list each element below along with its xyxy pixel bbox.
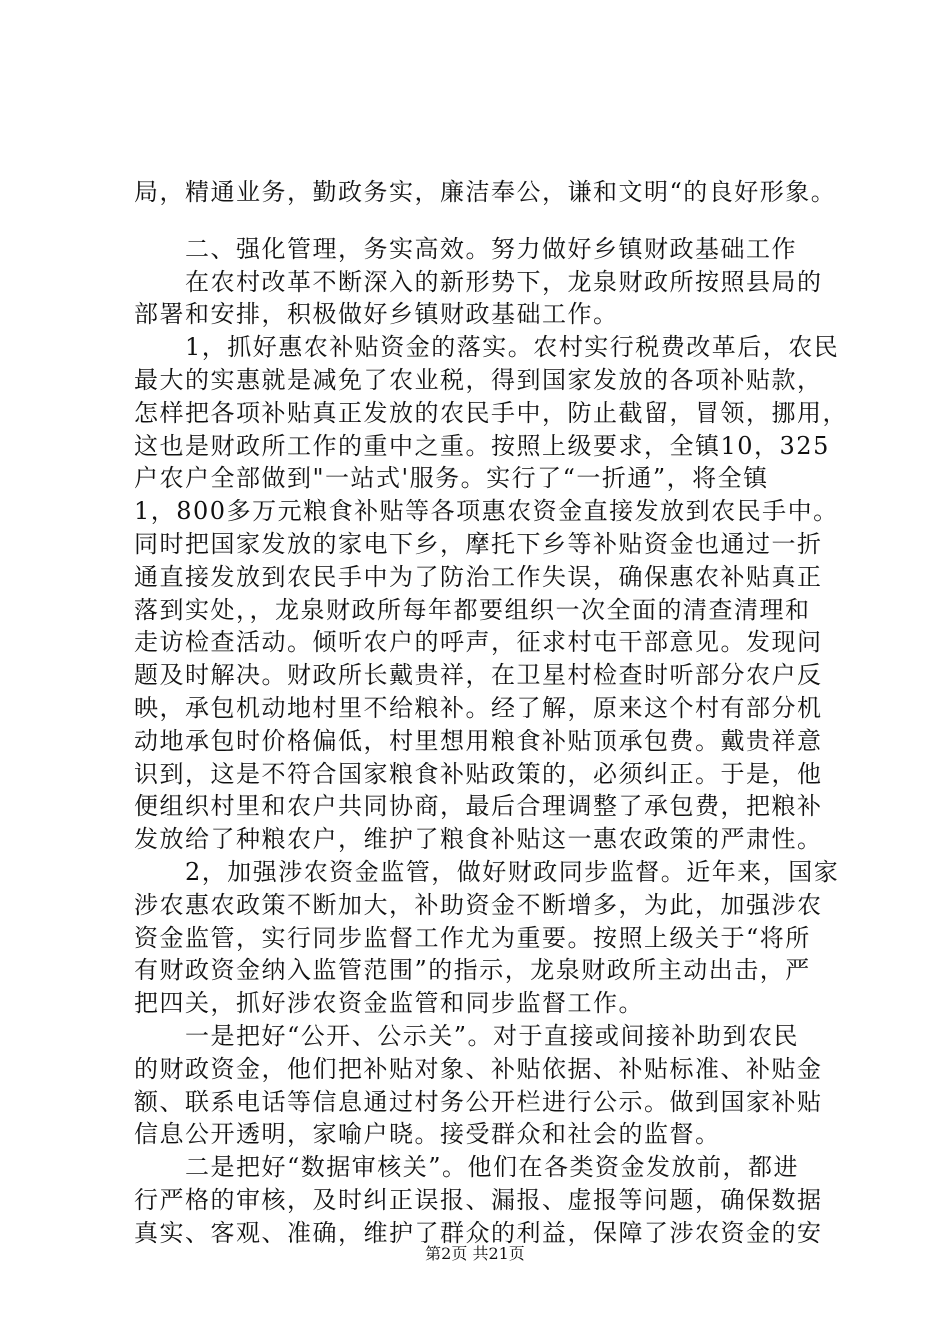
text-line: 信息公开透明，家喻户晓。接受群众和社会的监督。: [134, 1120, 721, 1149]
paragraph-intro: [134, 266, 834, 332]
text-line: 识到，这是不符合国家粮食补贴政策的，必须纠正。于是，他: [134, 759, 823, 788]
text-line: 1，抓好惠农补贴资金的落实。农村实行税费改革后，农民: [134, 333, 840, 362]
text-line: 同时把国家发放的家电下乡，摩托下乡等补贴资金也通过一折: [134, 529, 823, 558]
text-line: 一是把好“公开、公示关”。对于直接或间接补助到农民: [134, 1021, 800, 1050]
text-line: 在农村改革不断深入的新形势下，龙泉财政所按照县局的: [134, 267, 823, 296]
text-line: 二是把好“数据审核关”。他们在各类资金发放前，都进: [134, 1153, 800, 1182]
text-line: 怎样把各项补贴真正发放的农民手中，防止截留，冒领，挪用，: [134, 398, 848, 427]
text-line: 映，承包机动地村里不给粮补。经了解，原来这个村有部分机: [134, 693, 823, 722]
text-line: 落到实处，，龙泉财政所每年都要组织一次全面的清查清理和: [134, 595, 811, 624]
text-line: 动地承包时价格偏低，村里想用粮食补贴顶承包费。戴贵祥意: [134, 726, 823, 755]
text-line: 部署和安排，积极做好乡镇财政基础工作。: [134, 300, 619, 329]
paragraph-fund-supervision: [134, 856, 840, 1020]
text-line: 的财政资金，他们把补贴对象、补贴依据、补贴标准、补贴金: [134, 1054, 823, 1083]
text-line: 额、联系电话等信息通过村务公开栏进行公示。做到国家补贴: [134, 1087, 823, 1116]
paragraph-continuation: [134, 176, 837, 209]
text-line: 把四关，抓好涉农资金监管和同步监督工作。: [134, 989, 644, 1018]
paragraph-data-review: [134, 1151, 834, 1249]
document-body: [134, 176, 848, 1250]
paragraph-subsidy-implementation: [134, 331, 848, 856]
text-line: 户农户全部做到"一站式'服务。实行了“一折通”，将全镇: [134, 464, 769, 493]
text-line: 通直接发放到农民手中为了防治工作失误，确保惠农补贴真正: [134, 562, 823, 591]
text-line: 便组织村里和农户共同协商，最后合理调整了承包费，把粮补: [134, 792, 823, 821]
section-heading: 二、强化管理，务实高效。努力做好乡镇财政基础工作: [134, 234, 797, 263]
text-line: 资金监管，实行同步监督工作尤为重要。按照上级关于“将所: [134, 923, 811, 952]
text-line: 行严格的审核，及时纠正误报、漏报、虚报等问题，确保数据: [134, 1185, 823, 1214]
paragraph-publicity-check: [134, 1020, 834, 1151]
text-line: 题及时解决。财政所长戴贵祥，在卫星村检查时听部分农户反: [134, 661, 823, 690]
text-line: 走访检查活动。倾听农户的呼声，征求村屯干部意见。发现问: [134, 628, 823, 657]
paragraph-gap: [134, 209, 834, 233]
text-line: 局，精通业务，勤政务实，廉洁奉公，谦和文明“的良好形象。: [134, 178, 837, 206]
text-line: 真实、客观、准确，维护了群众的利益，保障了涉农资金的安: [134, 1218, 823, 1247]
page-number-footer: 第2页 共21页: [425, 1244, 525, 1263]
text-line: 这也是财政所工作的重中之重。按照上级要求，全镇10，325: [134, 431, 830, 460]
text-line: 有财政资金纳入监管范围”的指示，龙泉财政所主动出击，严: [134, 956, 811, 985]
text-line: 发放给了种粮农户，维护了粮食补贴这一惠农政策的严肃性。: [134, 825, 823, 854]
text-line: 2，加强涉农资金监管，做好财政同步监督。近年来，国家: [134, 857, 840, 886]
text-line: 1，800多万元粮食补贴等各项惠农资金直接发放到农民手中。: [134, 497, 839, 526]
text-line: 涉农惠农政策不断加大，补助资金不断增多，为此，加强涉农: [134, 890, 823, 919]
text-line: 最大的实惠就是减免了农业税，得到国家发放的各项补贴款，: [134, 365, 823, 394]
